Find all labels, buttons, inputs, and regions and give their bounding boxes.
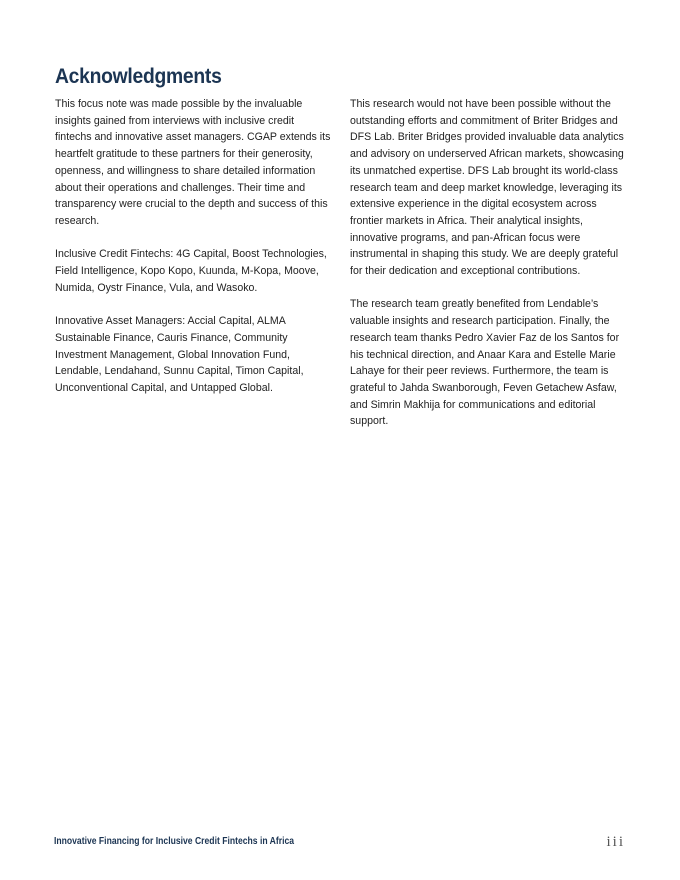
footer-title: Innovative Financing for Inclusive Credit Fintechs in Africa bbox=[54, 836, 295, 847]
partners-paragraph: This research would not have been possible without the outstanding efforts and commitment of Briter Bridges and DFS Lab. Briter Bridges provided invaluable data analytics and advisory on underserved African markets, showcasing its unmatched expertise. DFS Lab brought its world-class research team and deep market knowledge, leveraging its extensive experience in the digital ecosystem across frontier markets in Africa. Their analytical insights, innovative programs, and pan-African focus were instrumental in shaping this study. We are deeply grateful for their dedication and exceptional contributions. bbox=[350, 98, 624, 278]
page-number: iii bbox=[606, 834, 625, 850]
research-team-paragraph: The research team greatly benefited from Lendable’s valuable insights and research participation. Finally, the research team thanks Pedro Xavier Faz de los Santos for his technical direction, and Anaar Kara and Estelle Marie Lahaye for their peer reviews. Furthermore, the team is grateful to Jahda Swanborough, Feven Getachew Asfaw, and Simrin Makhija for communications and editorial support. bbox=[350, 298, 620, 428]
page-title: Acknowledgments bbox=[55, 65, 222, 88]
intro-paragraph: This focus note was made possible by the invaluable insights gained from interviews with inclusive credit fintechs and innovative asset managers. CGAP extends its heartfelt gratitude to these partners for their generosity, openness, and willingness to share detailed information about their operations and challenges. Their time and transparency were crucial to the depth and success of this research. bbox=[55, 98, 331, 227]
asset-managers-paragraph: Innovative Asset Managers: Accial Capital, ALMA Sustainable Finance, Cauris Finance, Community Investment Management, Global Innovation Fund, Lendable, Lendahand, Sunnu Capital, Timon Capital, Unconventional Capital, and Untapped Global. bbox=[55, 315, 304, 394]
left-column bbox=[55, 96, 331, 413]
credit-fintechs-paragraph: Inclusive Credit Fintechs: 4G Capital, Boost Technologies, Field Intelligence, Kopo Kopo, Kuunda, M-Kopa, Moove, Numida, Oystr Finance, Vula, and Wasoko. bbox=[55, 248, 327, 294]
right-column bbox=[350, 96, 628, 447]
